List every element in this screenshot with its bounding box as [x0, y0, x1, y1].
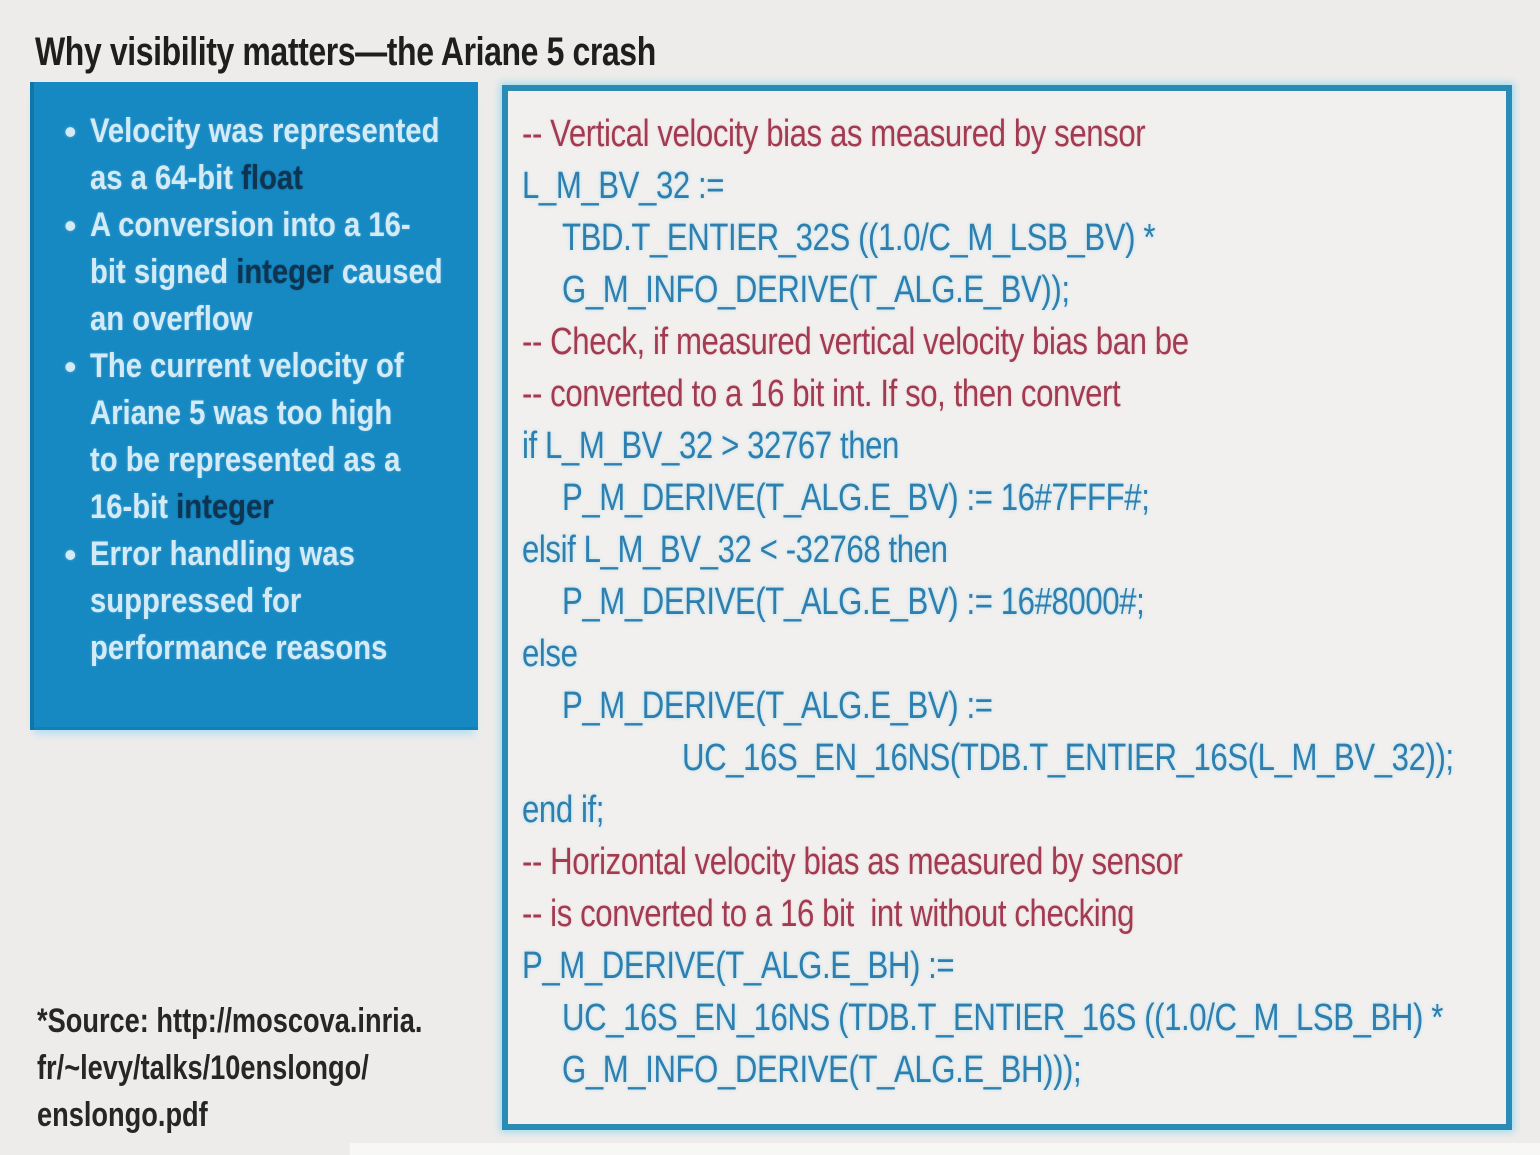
code-statement-line: P_M_DERIVE(T_ALG.E_BV) := 16#8000#;: [562, 581, 1145, 623]
code-comment-line: -- is converted to a 16 bit int without checking: [522, 893, 1135, 935]
bottom-edge-strip: [350, 1143, 1540, 1155]
bullet-text: Ariane 5 was too high: [90, 394, 393, 432]
source-line: enslongo.pdf: [37, 1096, 208, 1134]
code-statement-line: P_M_DERIVE(T_ALG.E_BV) := 16#7FFF#;: [562, 477, 1150, 519]
bullet-item: [66, 202, 464, 343]
code-line-list: [522, 108, 1506, 1096]
source-line: fr/~levy/talks/10enslongo/: [37, 1049, 369, 1087]
bullet-text: caused: [333, 253, 443, 291]
bullet-text: an overflow: [90, 300, 253, 338]
bullet-line: [90, 484, 412, 531]
bullet-text: suppressed for: [90, 582, 302, 620]
bullet-item: [66, 343, 464, 531]
code-statement-line: G_M_INFO_DERIVE(T_ALG.E_BH)));: [562, 1049, 1082, 1091]
highlight-term: float: [241, 159, 303, 197]
code-comment-line: -- Horizontal velocity bias as measured by sensor: [522, 841, 1183, 883]
bullet-line: [90, 390, 412, 437]
bullet-item: [66, 531, 464, 672]
source-citation: [37, 998, 519, 1139]
code-comment-line: -- Vertical velocity bias as measured by sensor: [522, 113, 1146, 155]
bullet-text: A conversion into a 16-: [90, 206, 411, 244]
bullet-dot-icon: •: [64, 534, 77, 575]
code-comment-line: -- Check, if measured vertical velocity bias ban be: [522, 321, 1189, 363]
bullet-line: [90, 296, 412, 343]
code-statement-line: UC_16S_EN_16NS (TDB.T_ENTIER_16S ((1.0/C_M_LSB_BH) *: [562, 997, 1443, 1039]
bullet-text: Velocity was represented: [90, 112, 440, 150]
code-statement-line: else: [522, 633, 578, 675]
bullet-dot-icon: •: [64, 346, 77, 387]
bullet-line: [90, 155, 412, 202]
code-statement-line: P_M_DERIVE(T_ALG.E_BH) :=: [522, 945, 955, 987]
code-statement-line: G_M_INFO_DERIVE(T_ALG.E_BV));: [562, 269, 1070, 311]
highlight-term: integer: [236, 253, 334, 291]
code-statement-line: P_M_DERIVE(T_ALG.E_BV) :=: [562, 685, 993, 727]
page-title: Why visibility matters—the Ariane 5 crash: [35, 30, 656, 74]
bullet-text: bit signed: [90, 253, 237, 291]
bullet-line: [90, 625, 412, 672]
bullet-line: [90, 578, 412, 625]
bullet-line: [90, 531, 412, 578]
bullet-item: [66, 108, 464, 202]
code-comment-line: -- converted to a 16 bit int. If so, then convert: [522, 373, 1121, 415]
bullet-dot-icon: •: [64, 205, 77, 246]
code-statement-line: TBD.T_ENTIER_32S ((1.0/C_M_LSB_BV) *: [562, 217, 1156, 259]
source-line: *Source: http://moscova.inria.: [37, 1002, 423, 1040]
code-statement-line: end if;: [522, 789, 605, 831]
bullet-text: performance reasons: [90, 629, 388, 667]
bullet-text: The current velocity of: [90, 347, 404, 385]
bullet-line: [90, 202, 412, 249]
ariane-bullet-box: [30, 82, 478, 730]
bullet-line: [90, 108, 440, 155]
bullet-dot-icon: •: [64, 111, 77, 152]
bullet-text: Error handling was: [90, 535, 355, 573]
bullet-text: to be represented as a: [90, 441, 401, 479]
bullet-line: [90, 249, 443, 296]
bullet-text: 16-bit: [90, 488, 177, 526]
code-statement-line: elsif L_M_BV_32 < -32768 then: [522, 529, 948, 571]
highlight-term: integer: [176, 488, 274, 526]
code-statement-line: UC_16S_EN_16NS(TDB.T_ENTIER_16S(L_M_BV_32));: [682, 737, 1454, 779]
ada-code-panel: [502, 85, 1512, 1130]
code-statement-line: L_M_BV_32 :=: [522, 165, 725, 207]
bullet-text: as a 64-bit: [90, 159, 242, 197]
bullet-line: [90, 343, 412, 390]
code-statement-line: if L_M_BV_32 > 32767 then: [522, 425, 899, 467]
bullet-list: [66, 108, 464, 672]
bullet-line: [90, 437, 412, 484]
